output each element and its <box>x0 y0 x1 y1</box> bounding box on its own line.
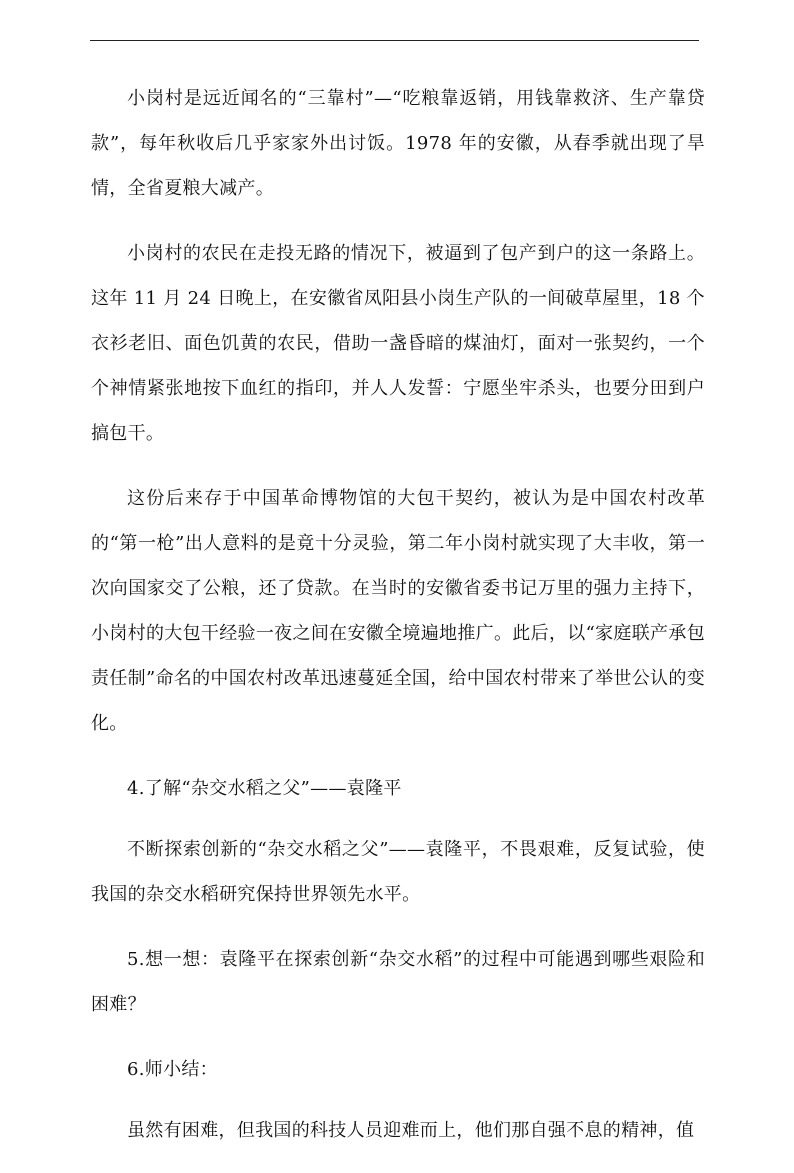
paragraph-xiaogang-background: 小岗村是远近闻名的“三靠村”—“吃粮靠返销，用钱靠救济、生产靠贷款”，每年秋收后几乎家家外出讨饭。1978 年的安徽，从春季就出现了旱情，全省夏粮大减产。 <box>91 88 705 199</box>
question-think: 5.想一想：袁隆平在探索创新“杂交水稻”的过程中可能遇到哪些艰险和困难？ <box>91 949 705 1015</box>
document-body <box>91 76 705 1173</box>
paragraph-contract-night: 小岗村的农民在走投无路的情况下，被逼到了包产到户的这一条路上。这年 11 月 24 日晚上，在安徽省凤阳县小岗生产队的一间破草屋里，18 个衣衫老旧、面色饥黄的农民，借助一盏昏暗的煤油灯，面对一张契约，一个个神情紧张地按下血红的指印，并人人发誓：宁愿坐牢杀头，也要分田到户搞包干。 <box>91 243 705 444</box>
section-heading-yuan-longping: 4.了解“杂交水稻之父”——袁隆平 <box>127 778 402 799</box>
paragraph-summary: 虽然有困难，但我国的科技人员迎难而上，他们那自强不息的精神，值 <box>127 1120 695 1141</box>
header-rule <box>90 40 699 41</box>
section-heading-summary: 6.师小结： <box>127 1059 218 1080</box>
paragraph-reform-spread: 这份后来存于中国革命博物馆的大包干契约，被认为是中国农村改革的“第一枪”出人意料的是竟十分灵验，第二年小岗村就实现了大丰收，第一次向国家交了公粮，还了贷款。在当时的安徽省委书记万里的强力主持下，小岗村的大包干经验一夜之间在安徽全境遍地推广。此后，以“家庭联产承包责任制”命名的中国农村改革迅速蔓延全国，给中国农村带来了举世公认的变化。 <box>91 488 705 734</box>
paragraph-yuan-longping: 不断探索创新的“杂交水稻之父”——袁隆平，不畏艰难，反复试验，使我国的杂交水稻研究保持世界领先水平。 <box>91 839 705 905</box>
